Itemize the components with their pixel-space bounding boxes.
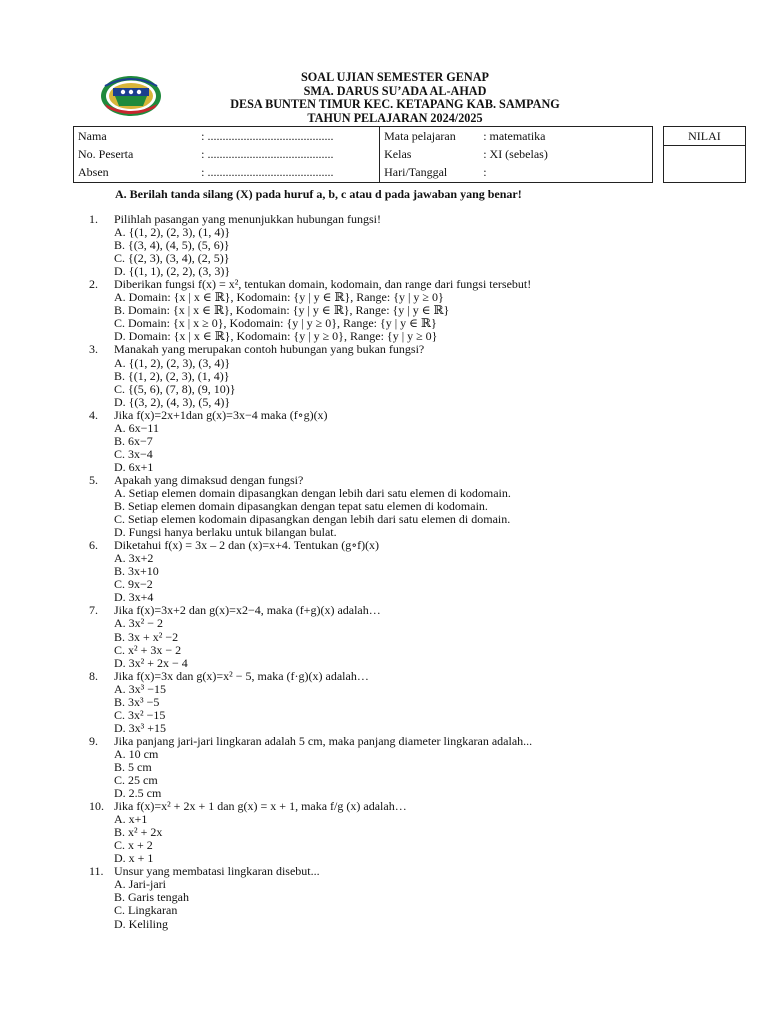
answer-option[interactable]: A. {(1, 2), (2, 3), (1, 4)} [114,225,231,240]
answer-option[interactable]: A. Jari-jari [114,877,166,892]
question-number: 8. [89,668,98,683]
absen-label: Absen [74,164,198,183]
answer-option[interactable]: D. Keliling [114,916,168,931]
answer-option[interactable]: C. 25 cm [114,773,158,788]
answer-option[interactable]: B. Domain: {x | x ∈ ℝ}, Kodomain: {y | y ∈ ℝ}, Range: {y | y ∈ ℝ} [114,303,450,318]
answer-option[interactable]: B. Garis tengah [114,890,189,905]
answer-option[interactable]: B. 6x−7 [114,433,153,448]
answer-option[interactable]: D. Fungsi hanya berlaku untuk bilangan bulat. [114,525,337,540]
answer-option[interactable]: A. 10 cm [114,746,159,761]
question-number: 10. [89,799,104,814]
answer-option[interactable]: A. x+1 [114,812,148,827]
answer-option[interactable]: C. 3x−4 [114,446,153,461]
question-item [89,735,729,800]
section-instruction: A. Berilah tanda silang (X) pada huruf a, b, c atau d pada jawaban yang benar! [115,187,522,201]
question-text: Jika f(x)=x² + 2x + 1 dan g(x) = x + 1, maka f/g (x) adalah… [114,799,407,814]
question-number: 11. [89,864,104,879]
answer-option[interactable]: D. 3x+4 [114,590,154,605]
info-row-1 [74,127,746,146]
question-item [89,800,729,865]
answer-option[interactable]: A. Setiap elemen domain dipasangkan dengan lebih dari satu elemen di kodomain. [114,485,511,500]
kelas-label: Kelas [380,146,480,164]
question-number: 2. [89,277,98,292]
answer-option[interactable]: C. x² + 3x − 2 [114,642,182,657]
question-number: 3. [89,342,98,357]
answer-option[interactable]: A. Domain: {x | x ∈ ℝ}, Kodomain: {y | y ∈ ℝ}, Range: {y | y ≥ 0} [114,290,444,305]
question-text: Pilihlah pasangan yang menunjukkan hubungan fungsi! [114,212,381,226]
question-number: 7. [89,603,98,618]
answer-option[interactable]: D. 3x² + 2x − 4 [114,655,188,670]
question-item [89,604,729,669]
answer-option[interactable]: C. {(2, 3), (3, 4), (2, 5)} [114,251,230,266]
question-text: Jika f(x)=2x+1dan g(x)=3x−4 maka (f∘g)(x) [114,407,328,422]
nama-field[interactable]: : .......................................... [197,127,380,146]
school-logo-icon [99,74,163,118]
answer-option[interactable]: B. x² + 2x [114,825,163,840]
nama-label: Nama [74,127,198,146]
answer-option[interactable]: C. Setiap elemen kodomain dipasangkan dengan lebih dari satu elemen di domain. [114,512,511,527]
peserta-label: No. Peserta [74,146,198,164]
exam-header [190,71,600,125]
question-item [89,539,729,604]
answer-option[interactable]: A. 6x−11 [114,420,159,435]
header-school: SMA. DARUS SU’ADA AL-AHAD [303,83,487,98]
answer-option[interactable]: C. x + 2 [114,838,153,853]
question-item [89,213,729,278]
hari-label: Hari/Tanggal [380,164,480,183]
question-text: Manakah yang merupakan contoh hubungan yang bukan fungsi? [114,342,425,357]
answer-option[interactable]: B. Setiap elemen domain dipasangkan dengan tepat satu elemen di kodomain. [114,499,488,514]
answer-option[interactable]: D. 2.5 cm [114,786,162,801]
answer-option[interactable]: D. 6x+1 [114,459,154,474]
question-text: Diberikan fungsi f(x) = x², tentukan domain, kodomain, dan range dari fungsi tersebut! [114,277,532,292]
info-row-3 [74,164,746,183]
absen-field[interactable]: : .......................................... [197,164,380,183]
answer-option[interactable]: D. {(3, 2), (4, 3), (5, 4)} [114,394,231,409]
question-item [89,865,729,930]
answer-option[interactable]: A. {(1, 2), (2, 3), (3, 4)} [114,355,231,370]
answer-option[interactable]: C. Domain: {x | x ≥ 0}, Kodomain: {y | y ≥ 0}, Range: {y | y ∈ ℝ} [114,316,437,331]
question-list [89,213,729,931]
question-item [89,670,729,735]
answer-option[interactable]: B. {(1, 2), (2, 3), (1, 4)} [114,368,230,383]
header-title: SOAL UJIAN SEMESTER GENAP [301,70,489,84]
hari-field[interactable]: : [479,164,653,183]
answer-option[interactable]: B. 3x+10 [114,564,159,579]
nilai-label: NILAI [663,127,745,146]
question-number: 6. [89,538,98,553]
question-number: 4. [89,407,98,422]
mapel-label: Mata pelajaran [380,127,480,146]
answer-option[interactable]: C. 3x² −15 [114,707,166,722]
question-item [89,343,729,408]
question-text: Diketahui f(x) = 3x – 2 dan (x)=x+4. Tentukan (g∘f)(x) [114,538,380,553]
answer-option[interactable]: C. {(5, 6), (7, 8), (9, 10)} [114,381,236,396]
header-year: TAHUN PELAJARAN 2024/2025 [307,110,483,125]
answer-option[interactable]: B. 5 cm [114,759,152,774]
question-text: Jika f(x)=3x dan g(x)=x² − 5, maka (f·g)(x) adalah… [114,668,369,683]
header-address: DESA BUNTEN TIMUR KEC. KETAPANG KAB. SAMPANG [230,97,560,112]
answer-option[interactable]: B. 3x³ −5 [114,694,160,709]
question-item [89,474,729,539]
question-number: 9. [89,733,98,748]
kelas-value: : XI (sebelas) [479,146,653,164]
answer-option[interactable]: A. 3x² − 2 [114,616,164,631]
question-number: 1. [89,212,98,226]
info-row-2 [74,146,746,164]
answer-option[interactable]: C. Lingkaran [114,903,178,918]
answer-option[interactable]: D. Domain: {x | x ∈ ℝ}, Kodomain: {y | y ≥ 0}, Range: {y | y ≥ 0} [114,329,438,344]
answer-option[interactable]: C. 9x−2 [114,577,153,592]
student-info-table [73,126,746,183]
question-text: Jika f(x)=3x+2 dan g(x)=x2−4, maka (f+g)(x) adalah… [114,603,381,618]
question-number: 5. [89,472,98,487]
answer-option[interactable]: D. {(1, 1), (2, 2), (3, 3)} [114,264,231,279]
mapel-value: : matematika [479,127,653,146]
question-text: Apakah yang dimaksud dengan fungsi? [114,472,304,487]
answer-option[interactable]: B. 3x + x² −2 [114,629,179,644]
answer-option[interactable]: A. 3x+2 [114,551,154,566]
question-item [89,409,729,474]
question-text: Unsur yang membatasi lingkaran disebut... [114,864,320,879]
peserta-field[interactable]: : .......................................... [197,146,380,164]
answer-option[interactable]: A. 3x³ −15 [114,681,167,696]
answer-option[interactable]: D. 3x³ +15 [114,720,167,735]
answer-option[interactable]: B. {(3, 4), (4, 5), (5, 6)} [114,238,230,253]
answer-option[interactable]: D. x + 1 [114,851,154,866]
question-item [89,278,729,343]
nilai-box[interactable] [663,146,745,183]
question-text: Jika panjang jari-jari lingkaran adalah 5 cm, maka panjang diameter lingkaran adalah... [114,733,533,748]
